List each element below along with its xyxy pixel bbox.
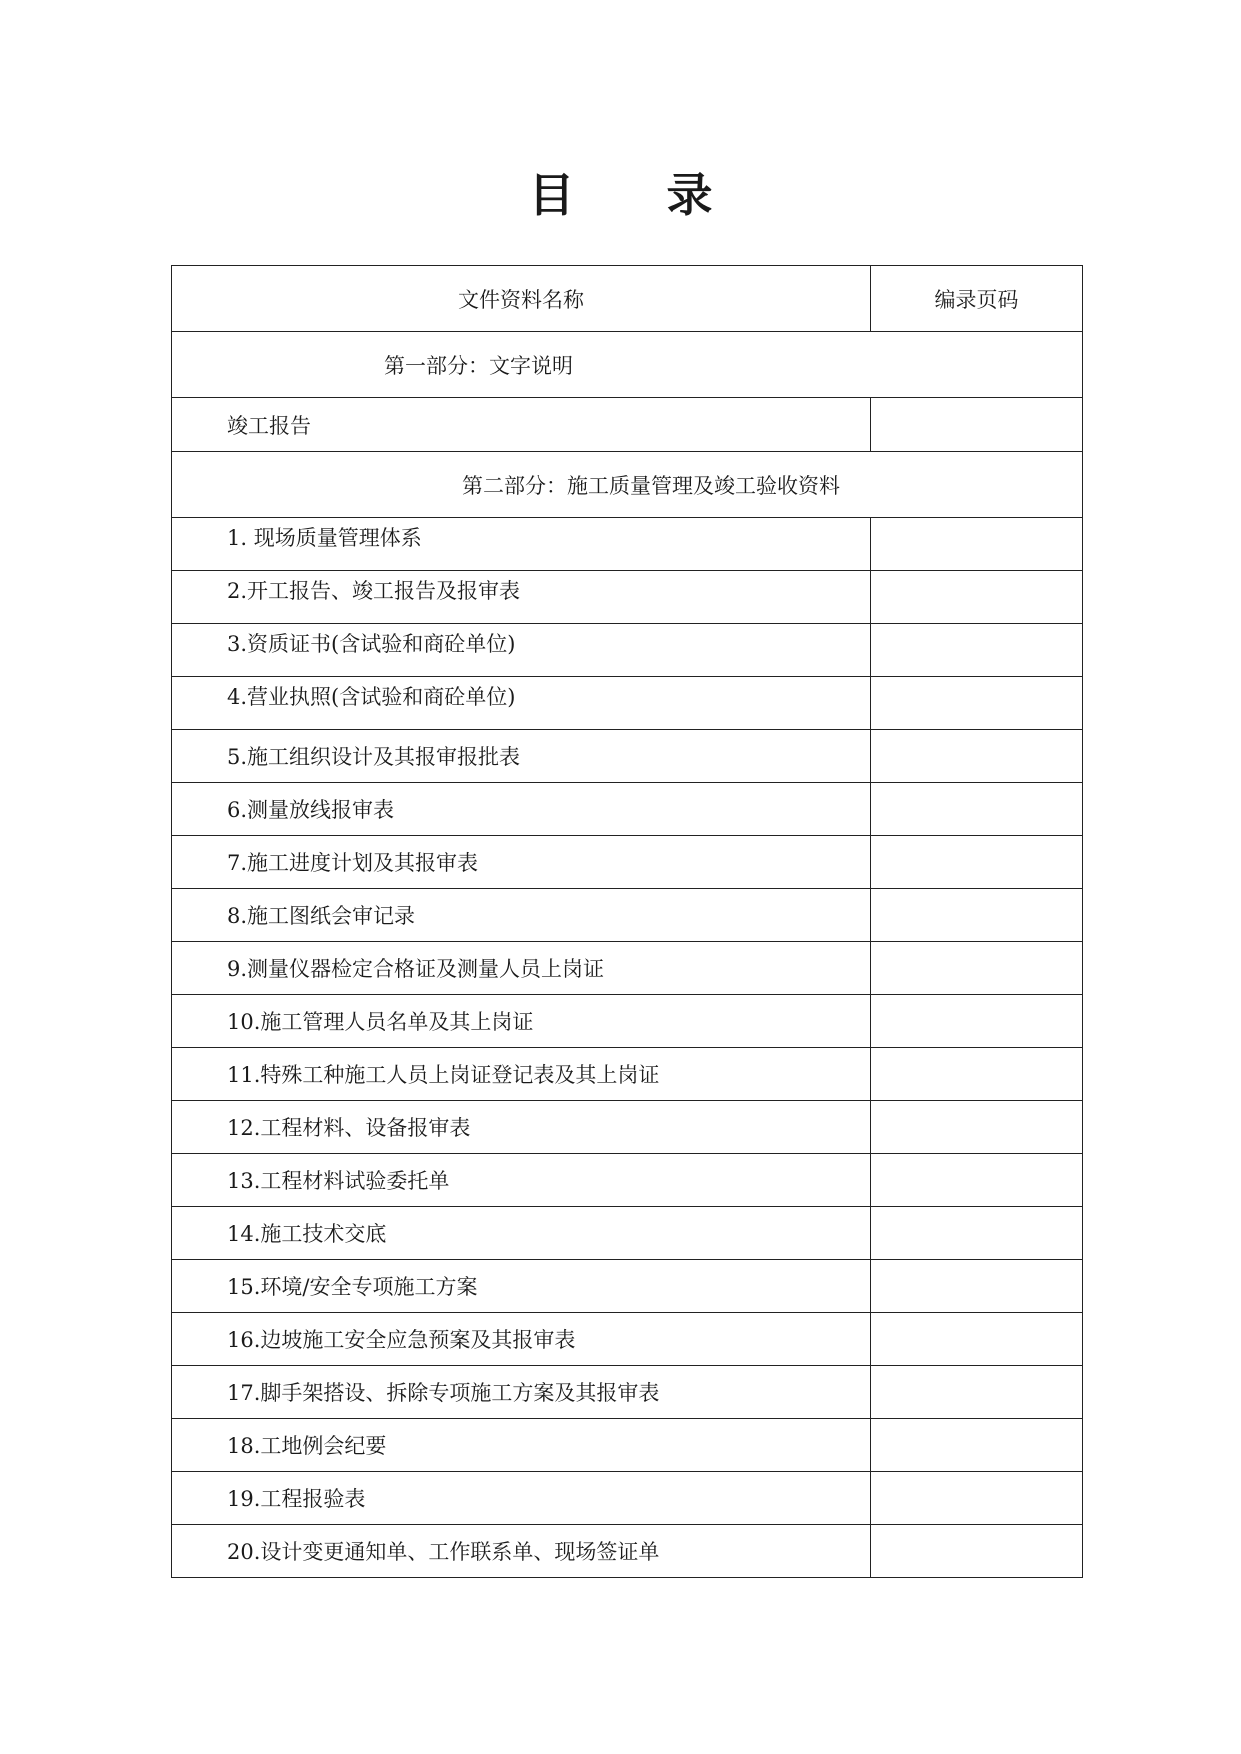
table-row [172,677,1083,730]
part2-heading: 第二部分：施工质量管理及竣工验收资料 [172,452,1083,518]
table-row [172,889,1083,942]
item-page-cell [871,889,1083,942]
item-name: 11.特殊工种施工人员上岗证登记表及其上岗证 [172,1048,871,1101]
table-row [172,1313,1083,1366]
part1-heading: 第一部分：文字说明 [172,332,1083,398]
table-row [172,1207,1083,1260]
item-name: 19.工程报验表 [172,1472,871,1525]
table-row [172,730,1083,783]
item-name: 18.工地例会纪要 [172,1419,871,1472]
table-row [172,836,1083,889]
item-page-cell [871,836,1083,889]
item-page-cell [871,571,1083,624]
item-name: 20.设计变更通知单、工作联系单、现场签证单 [172,1525,871,1578]
item-name: 15.环境/安全专项施工方案 [172,1260,871,1313]
item-page-cell [871,1101,1083,1154]
header-page-cell: 编录页码 [871,266,1083,332]
item-page-cell [871,1366,1083,1419]
title-char-1: 目 [528,168,575,222]
part2-row [172,452,1083,518]
item-page-cell [871,1048,1083,1101]
table-row [172,995,1083,1048]
toc-table [171,265,1083,1578]
item-name: 4.营业执照(含试验和商砼单位) [172,677,871,730]
item-page-cell [871,1472,1083,1525]
item-page-cell [871,398,1083,452]
item-name: 12.工程材料、设备报审表 [172,1101,871,1154]
item-page-cell [871,995,1083,1048]
item-name: 6.测量放线报审表 [172,783,871,836]
item-page-cell [871,1260,1083,1313]
item-page-cell [871,624,1083,677]
item-name: 8.施工图纸会审记录 [172,889,871,942]
item-page-cell [871,783,1083,836]
page-title [0,168,1241,222]
item-name: 9.测量仪器检定合格证及测量人员上岗证 [172,942,871,995]
item-name: 14.施工技术交底 [172,1207,871,1260]
table-row [172,1154,1083,1207]
table-row [172,398,1083,452]
item-name: 5.施工组织设计及其报审报批表 [172,730,871,783]
header-name-cell: 文件资料名称 [172,266,871,332]
item-name: 竣工报告 [172,398,871,452]
item-name: 1. 现场质量管理体系 [172,518,871,571]
table-row [172,1366,1083,1419]
items-body [172,518,1083,1578]
item-name: 7.施工进度计划及其报审表 [172,836,871,889]
item-page-cell [871,1313,1083,1366]
table-row [172,1472,1083,1525]
item-page-cell [871,1525,1083,1578]
header-row [172,266,1083,332]
item-name: 3.资质证书(含试验和商砼单位) [172,624,871,677]
table-row [172,571,1083,624]
table-row [172,1101,1083,1154]
item-name: 13.工程材料试验委托单 [172,1154,871,1207]
table-row [172,1260,1083,1313]
item-page-cell [871,1207,1083,1260]
item-name: 17.脚手架搭设、拆除专项施工方案及其报审表 [172,1366,871,1419]
item-name: 16.边坡施工安全应急预案及其报审表 [172,1313,871,1366]
table-row [172,624,1083,677]
item-page-cell [871,518,1083,571]
item-page-cell [871,730,1083,783]
item-page-cell [871,677,1083,730]
item-page-cell [871,942,1083,995]
part1-row [172,332,1083,398]
table-row [172,942,1083,995]
table-row [172,783,1083,836]
item-page-cell [871,1419,1083,1472]
table-row [172,1048,1083,1101]
title-char-2: 录 [666,168,713,222]
item-page-cell [871,1154,1083,1207]
item-name: 10.施工管理人员名单及其上岗证 [172,995,871,1048]
item-name: 2.开工报告、竣工报告及报审表 [172,571,871,624]
table-row [172,518,1083,571]
table-row [172,1419,1083,1472]
table-row [172,1525,1083,1578]
